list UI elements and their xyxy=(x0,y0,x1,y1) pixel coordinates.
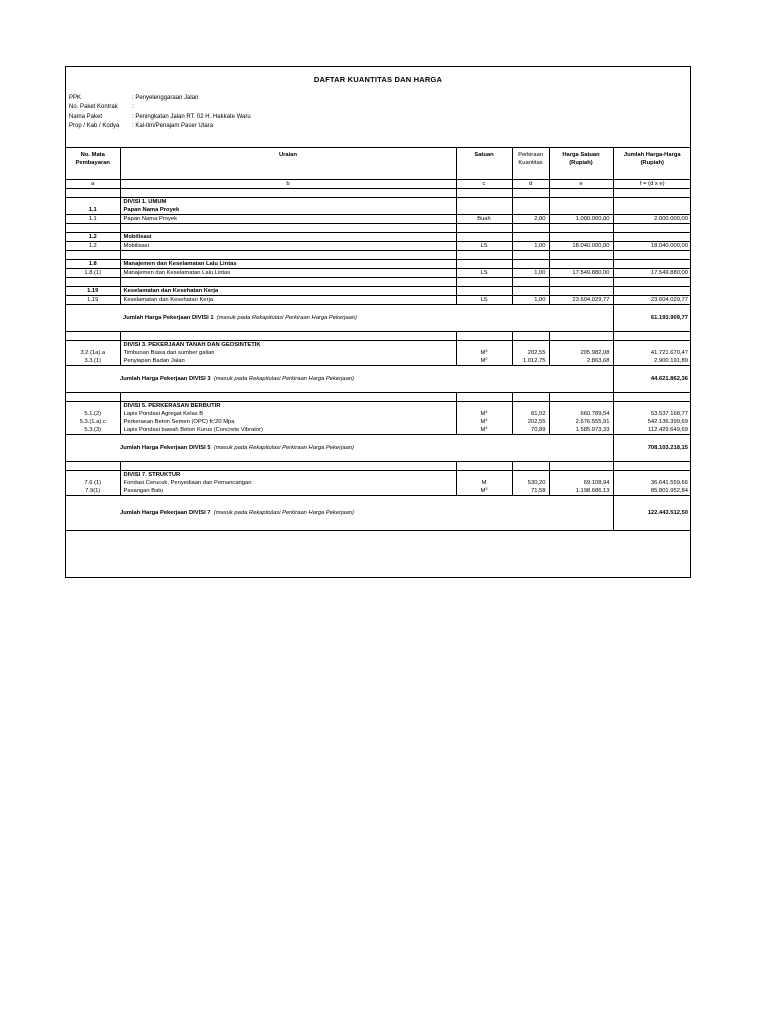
letter-d: d xyxy=(512,180,549,189)
group-title: Keselamatan dan Kesehatan Kerja xyxy=(120,287,456,296)
item-qty: 1,00 xyxy=(512,242,549,251)
col-header-jumlah: Jumlah Harga-Harga (Rupiah) xyxy=(613,148,691,180)
item-desc: Lapis Pondasi bawah Beton Kurus (Concrete Vibrator) xyxy=(120,426,456,435)
division-heading: DIVISI 3. PEKERJAAN TANAH DAN GEOSINTETIK xyxy=(120,341,456,350)
unit-text: M xyxy=(480,419,486,425)
item-total: 85.801.952,84 xyxy=(613,487,691,496)
table-row xyxy=(66,296,691,305)
item-total: 53.537.168,77 xyxy=(613,410,691,418)
division-heading-row xyxy=(66,471,691,480)
unit-exponent: 3 xyxy=(485,418,488,422)
item-price: 1.000.000,00 xyxy=(549,215,613,224)
item-unit xyxy=(456,418,512,426)
table-row xyxy=(66,349,691,357)
item-no: 1.1 xyxy=(66,215,120,224)
col-header-uraian: Uraian xyxy=(120,148,456,180)
meta-label: Prop / Kab / Kodya xyxy=(69,123,120,130)
unit-text: M xyxy=(480,358,486,364)
item-qty: 530,20 xyxy=(512,479,549,487)
item-desc: Fondasi Cerucuk, Penyediaan dan Pemancangan xyxy=(120,479,456,487)
project-info xyxy=(69,94,251,132)
item-qty: 1,00 xyxy=(512,269,549,278)
item-unit: Buah xyxy=(456,215,512,224)
blank-row xyxy=(66,332,691,341)
meta-label: No. Paket Kontrak xyxy=(69,104,118,111)
division-total-row xyxy=(66,496,691,531)
letter-b: b xyxy=(120,180,456,189)
item-no: 5.3.(3) xyxy=(66,426,120,435)
division-heading: DIVISI 7. STRUKTUR xyxy=(120,471,456,480)
meta-row-contract xyxy=(69,103,251,112)
unit-text: M xyxy=(481,480,487,486)
division-total-label xyxy=(120,305,613,332)
meta-label: Nama Paket xyxy=(69,113,103,120)
table-row xyxy=(66,242,691,251)
letter-e: e xyxy=(549,180,613,189)
table-row xyxy=(66,426,691,435)
division-heading: DIVISI 5. PERKERASAN BERBUTIR xyxy=(120,402,456,411)
item-no: 5.3.(1.a).c xyxy=(79,419,106,425)
item-price: 1.198.686,13 xyxy=(549,487,613,496)
item-total: 112.429.649,69 xyxy=(613,426,691,435)
item-desc: Timbunan Biasa dari sumber galian xyxy=(120,349,456,357)
meta-row-region xyxy=(69,122,251,131)
document-title: DAFTAR KUANTITAS DAN HARGA xyxy=(313,75,443,84)
item-qty: 71,58 xyxy=(512,487,549,496)
total-label: Jumlah Harga Pekerjaan DIVISI 1 xyxy=(123,315,214,321)
group-title-row xyxy=(66,287,691,296)
item-qty: 1,00 xyxy=(512,296,549,305)
unit-text: M xyxy=(480,411,486,417)
division-total-label xyxy=(66,496,613,531)
item-total: 2.000.000,00 xyxy=(613,215,691,224)
meta-value: : Peningkatan Jalan RT. 02 H. Hakkate Waru xyxy=(132,113,251,120)
item-total: 18.040.000,00 xyxy=(613,242,691,251)
item-desc: Perkerasan Beton Semen (OPC) fc'20 Mpa xyxy=(120,418,456,426)
total-note: (masuk pada Rekapitulasi Perkiraan Harga Pekerjaan) xyxy=(213,445,354,451)
unit-exponent: 3 xyxy=(485,426,488,430)
division-total-row xyxy=(66,366,691,393)
boq-sheet xyxy=(65,66,691,578)
item-qty: 81,02 xyxy=(512,410,549,418)
item-desc: Papan Nama Proyek xyxy=(120,215,456,224)
item-no: 1.2 xyxy=(66,242,120,251)
item-no: 7.6 (1) xyxy=(84,480,102,486)
meta-value: : xyxy=(132,104,134,111)
table-row xyxy=(66,487,691,496)
division-heading-row xyxy=(66,198,691,207)
column-letters xyxy=(66,180,691,189)
col-header-kuantitas: Perkiraan Kuantitas xyxy=(512,148,549,180)
group-title-row xyxy=(66,260,691,269)
letter-a: a xyxy=(66,180,120,189)
col-header-harga: Harga Satuan (Rupiah) xyxy=(549,148,613,180)
item-unit xyxy=(456,349,512,357)
unit-text: M xyxy=(480,488,486,494)
item-qty: 202,55 xyxy=(512,349,549,357)
table-row xyxy=(66,418,691,426)
item-no: 5.1.(2) xyxy=(84,411,102,417)
total-note: (masuk pada Rekapitulasi Perkiraan Harga Pekerjaan) xyxy=(216,315,357,321)
division-total-value: 708.103.218,15 xyxy=(613,435,691,462)
letter-f: f = (d x e) xyxy=(613,180,691,189)
blank-row xyxy=(66,393,691,402)
division-total-row xyxy=(66,435,691,462)
item-unit xyxy=(456,479,512,487)
division-heading: DIVISI 1. UMUM xyxy=(120,198,456,207)
meta-label: PPK xyxy=(69,95,82,101)
item-price: 2.863,68 xyxy=(549,357,613,366)
item-unit: LS xyxy=(456,296,512,305)
group-no: 1.8 xyxy=(66,260,120,269)
meta-value: : Kal-tim/Penajam Paser Utara xyxy=(132,123,214,130)
table-row xyxy=(66,410,691,418)
meta-row-ppk xyxy=(69,94,251,103)
item-desc: Lapis Pondasi Agregat Kelas B xyxy=(120,410,456,418)
table-row xyxy=(66,479,691,487)
unit-exponent: 2 xyxy=(485,357,488,361)
group-no: 1,1 xyxy=(66,206,120,215)
unit-text: M xyxy=(480,350,486,356)
blank-row xyxy=(66,278,691,287)
item-total: 23.604.029,77 xyxy=(613,296,691,305)
item-price: 23.604.029,77 xyxy=(549,296,613,305)
group-no: 1.2 xyxy=(66,233,120,242)
item-unit xyxy=(456,487,512,496)
blank-row xyxy=(66,189,691,198)
division-heading-row xyxy=(66,341,691,350)
item-total: 2.900.191,89 xyxy=(613,357,691,366)
item-qty: 70,89 xyxy=(512,426,549,435)
item-price: 69.108,94 xyxy=(549,479,613,487)
group-title-row xyxy=(66,233,691,242)
item-total: 41.721.670,47 xyxy=(613,349,691,357)
division-total-row xyxy=(66,305,691,332)
item-price: 18.040.000,00 xyxy=(549,242,613,251)
quantity-price-table xyxy=(66,148,691,531)
group-title-row xyxy=(66,206,691,215)
blank-row xyxy=(66,462,691,471)
item-price: 17.549.880,00 xyxy=(549,269,613,278)
item-price: 205.982,08 xyxy=(549,349,613,357)
total-label: Jumlah Harga Pekerjaan DIVISI 5 xyxy=(120,445,211,451)
total-label: Jumlah Harga Pekerjaan DIVISI 7 xyxy=(120,510,211,516)
meta-row-package xyxy=(69,113,251,122)
total-note: (masuk pada Rekapitulasi Perkiraan Harga Pekerjaan) xyxy=(213,510,354,516)
item-qty: 2,00 xyxy=(512,215,549,224)
col-header-satuan: Satuan xyxy=(456,148,512,180)
group-title: Manajemen dan Keselamatan Lalu Lintas xyxy=(120,260,456,269)
letter-c: c xyxy=(456,180,512,189)
item-price: 2.676.555,91 xyxy=(549,418,613,426)
total-note: (masuk pada Rekapitulasi Perkiraan Harga Pekerjaan) xyxy=(213,376,354,382)
table-row xyxy=(66,215,691,224)
item-unit: LS xyxy=(456,242,512,251)
table-row xyxy=(66,269,691,278)
division-total-value: 122.443.512,50 xyxy=(613,496,691,531)
meta-value: : Penyelenggaraan Jalan xyxy=(132,95,199,101)
item-unit xyxy=(456,426,512,435)
item-no: 1.8.(1) xyxy=(66,269,120,278)
total-label: Jumlah Harga Pekerjaan DIVISI 3 xyxy=(120,376,211,382)
item-desc: Pasangan Batu xyxy=(120,487,456,496)
item-desc: Penyiapan Badan Jalan xyxy=(120,357,456,366)
unit-exponent: 3 xyxy=(485,410,488,414)
unit-exponent: 3 xyxy=(485,349,488,353)
item-no: 3.3.(1) xyxy=(66,357,120,366)
division-total-value: 61.193.909,77 xyxy=(613,305,691,332)
item-unit: LS xyxy=(456,269,512,278)
item-qty: 202,55 xyxy=(512,418,549,426)
unit-exponent: 3 xyxy=(485,487,488,491)
item-price: 660.789,54 xyxy=(549,410,613,418)
item-desc: Mobilisasi xyxy=(120,242,456,251)
item-price: 1.585.973,33 xyxy=(549,426,613,435)
unit-text: M xyxy=(480,427,486,433)
col-header-no: No. Mata Pembayaran xyxy=(75,152,110,166)
item-total: 17.549.880,00 xyxy=(613,269,691,278)
group-no: 1.19 xyxy=(66,287,120,296)
table-header xyxy=(66,148,691,180)
division-total-label xyxy=(66,366,613,393)
item-no: 3.2.(1a).a xyxy=(80,350,106,356)
item-no: 7.9(1) xyxy=(66,487,120,496)
blank-row xyxy=(66,224,691,233)
division-heading-row xyxy=(66,402,691,411)
item-total: 542.136.399,69 xyxy=(613,418,691,426)
item-total: 36.641.559,66 xyxy=(613,479,691,487)
division-total-value: 44.621.862,36 xyxy=(613,366,691,393)
item-unit xyxy=(456,410,512,418)
blank-row xyxy=(66,251,691,260)
table-row xyxy=(66,357,691,366)
division-total-label xyxy=(66,435,613,462)
item-desc: Manajemen dan Keselamatan Lalu Lintas xyxy=(120,269,456,278)
item-unit xyxy=(456,357,512,366)
item-desc: Keselamatan dan Kesehatan Kerja xyxy=(120,296,456,305)
item-qty: 1.012,75 xyxy=(512,357,549,366)
group-title: Papan Nama Proyek xyxy=(120,206,456,215)
item-no: 1.19 xyxy=(87,297,99,303)
group-title: Mobilisasi xyxy=(120,233,456,242)
